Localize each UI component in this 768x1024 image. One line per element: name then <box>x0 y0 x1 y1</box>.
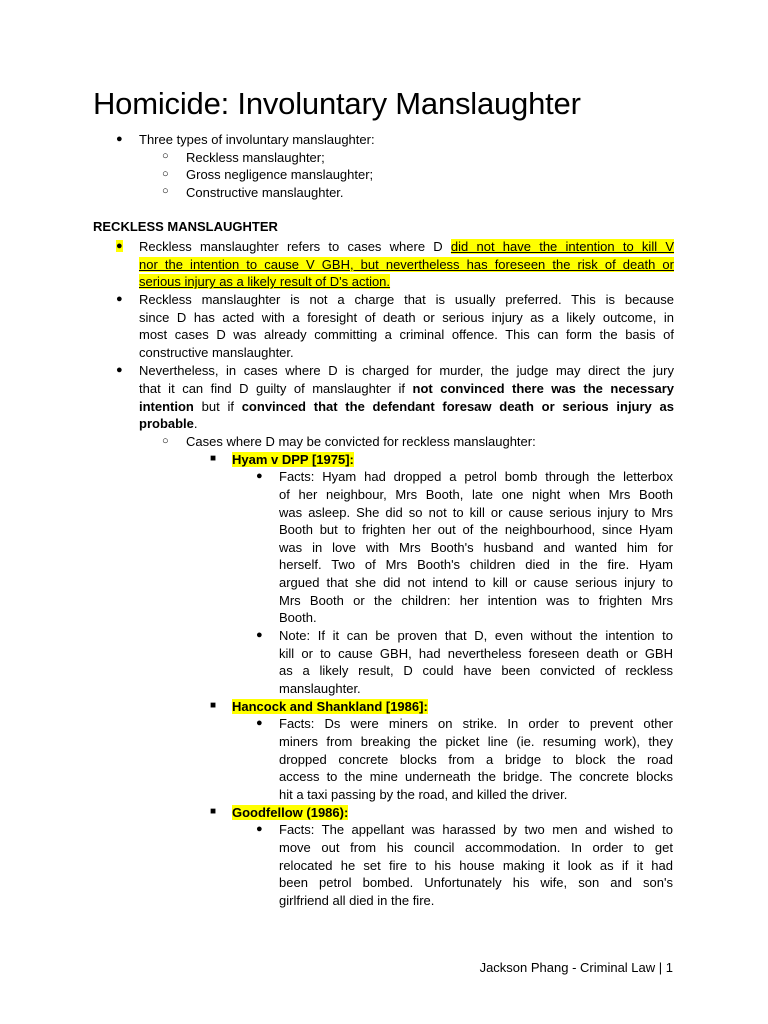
hollow-bullet-icon: ○ <box>162 150 169 162</box>
case-title-hancock: Hancock and Shankland [1986]: <box>232 699 428 714</box>
hyam-fact-line: Mrs Booth or the children: her intention was to frighten Mrs <box>279 593 673 608</box>
p1-highlight-3: serious injury as a likely result of D's action. <box>139 274 391 289</box>
hyam-fact-line: was in love with Mrs Booth's husband and wanted him for <box>279 540 673 555</box>
section-heading: RECKLESS MANSLAUGHTER <box>93 219 278 234</box>
hollow-bullet-icon: ○ <box>162 435 169 447</box>
bullet-icon: ● <box>116 293 123 305</box>
hollow-bullet-icon: ○ <box>162 185 169 197</box>
bullet-icon: ● <box>256 717 263 729</box>
hyam-fact-line: of her neighbour, Mrs Booth, late one night when Mrs Booth <box>279 487 673 502</box>
case-name-goodfellow <box>232 804 348 822</box>
intro-type-2: Gross negligence manslaughter; <box>186 167 374 182</box>
case-name-hancock <box>232 698 428 716</box>
hyam-fact-line: Booth but to frighten her out of the neighbourhood, since Hyam <box>279 522 673 537</box>
bullet-icon: ● <box>116 240 123 252</box>
hyam-note-line: manslaughter. <box>279 681 361 696</box>
bullet-icon: ● <box>116 364 123 376</box>
p3-bold-3: convinced that the defendant foresaw death or serious injury as <box>241 399 674 414</box>
goodfellow-fact-line: relocated he set fire to his house making it look as if it had <box>279 858 673 873</box>
page-footer: Jackson Phang - Criminal Law | 1 <box>479 960 673 975</box>
case-title-hyam: Hyam v DPP [1975]: <box>232 452 354 467</box>
square-bullet-icon: ■ <box>210 700 217 711</box>
p2-line-1: Reckless manslaughter is not a charge that is usually preferred. This is because <box>139 292 674 307</box>
hyam-note-line: as a likely result, D could have been convicted of reckless <box>279 663 673 678</box>
p3-line-4 <box>139 415 198 433</box>
p1-line-3 <box>139 273 390 291</box>
cases-lead: Cases where D may be convicted for reckless manslaughter: <box>186 434 536 449</box>
hancock-fact-line: access to the mine underneath the bridge. The concrete blocks <box>279 769 673 784</box>
p1-line-2 <box>139 256 674 274</box>
bullet-icon: ● <box>256 629 263 641</box>
p3-plain-1: that it can find D guilty of manslaughter if <box>139 381 405 396</box>
case-title-goodfellow: Goodfellow (1986): <box>232 805 349 820</box>
p3-line-1: Nevertheless, in cases where D is charged for murder, the judge may direct the jury <box>139 363 674 378</box>
goodfellow-fact-line: been petrol bombed. Unfortunately his wife, son and son's <box>279 875 673 890</box>
hyam-note-line: Note: If it can be proven that D, even without the intention to <box>279 628 673 643</box>
hancock-fact-line: Facts: Ds were miners on strike. In order to prevent other <box>279 716 673 731</box>
p1-highlight-1: did not have the intention to kill V <box>450 239 674 254</box>
p2-line-2: since D has acted with a foresight of death or serious injury as a likely outcome, in <box>139 310 674 325</box>
p3-line-2 <box>139 380 674 398</box>
hyam-fact-line: Booth. <box>279 610 317 625</box>
hyam-note-line: kill or to cause GBH, had nevertheless foreseen death or GBH <box>279 646 673 661</box>
bullet-icon: ● <box>256 470 263 482</box>
p1-highlight-2: nor the intention to cause V GBH, but nevertheless has foreseen the risk of death or <box>139 257 674 272</box>
p3-period: . <box>193 416 198 431</box>
intro-type-3: Constructive manslaughter. <box>186 185 344 200</box>
p2-line-3: most cases D was already committing a criminal offence. This can form the basis of <box>139 327 674 342</box>
p3-bold-2: intention <box>139 399 194 414</box>
hyam-fact-line: Facts: Hyam had dropped a petrol bomb through the letterbox <box>279 469 673 484</box>
p2-line-4: constructive manslaughter. <box>139 345 294 360</box>
hancock-fact-line: miners from breaking the picket line (ie. resuming work), they <box>279 734 673 749</box>
page-title: Homicide: Involuntary Manslaughter <box>93 86 581 121</box>
bullet-icon: ● <box>116 133 123 145</box>
hyam-fact-line: argued that she did not intend to kill or cause serious injury to <box>279 575 673 590</box>
p3-plain-2: but if <box>201 399 234 414</box>
hollow-bullet-icon: ○ <box>162 168 169 180</box>
intro-type-1: Reckless manslaughter; <box>186 150 325 165</box>
hyam-fact-line: herself. Two of Mrs Booth's children died in the fire. Hyam <box>279 557 673 572</box>
intro-lead: Three types of involuntary manslaughter: <box>139 132 375 147</box>
hyam-fact-line: was asleep. She did so not to kill or cause serious injury to Mrs <box>279 505 673 520</box>
p3-line-3 <box>139 398 674 416</box>
hancock-fact-line: hit a taxi passing by the road, and killed the driver. <box>279 787 568 802</box>
goodfellow-fact-line: Facts: The appellant was harassed by two men and wished to <box>279 822 673 837</box>
p3-bold-4: probable <box>139 416 194 431</box>
p3-bold-1: not convinced there was the necessary <box>412 381 674 396</box>
p1-line-1 <box>139 238 674 256</box>
case-name-hyam <box>232 451 354 469</box>
p1-plain: Reckless manslaughter refers to cases where D <box>139 239 443 254</box>
goodfellow-fact-line: move out from his council accommodation. In order to get <box>279 840 673 855</box>
hancock-fact-line: dropped concrete blocks from a bridge to block the road <box>279 752 673 767</box>
square-bullet-icon: ■ <box>210 806 217 817</box>
square-bullet-icon: ■ <box>210 453 217 464</box>
goodfellow-fact-line: girlfriend all died in the fire. <box>279 893 435 908</box>
bullet-icon: ● <box>256 823 263 835</box>
